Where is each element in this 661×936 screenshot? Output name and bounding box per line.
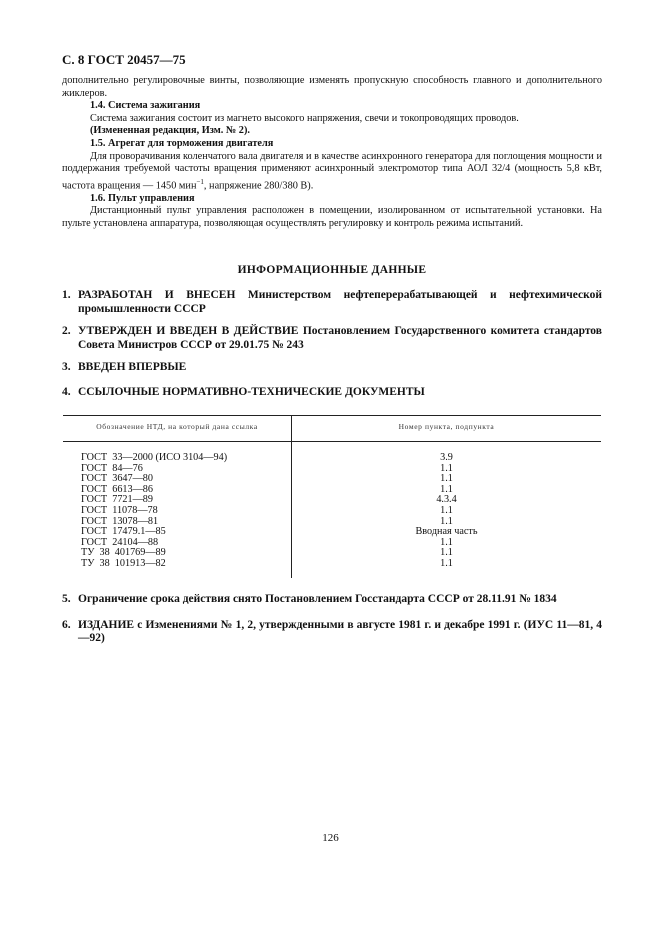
page-header: С. 8 ГОСТ 20457—75 [62,52,186,67]
section-heading-control-panel: 1.6. Пульт управления [90,192,195,204]
table-header-clause: Номер пункта, подпункта [292,416,602,442]
table-cell-doc: ТУ 38 401769—89 [63,548,292,559]
table-cell-clause: 4.3.4 [436,494,457,506]
brake-text-main: Для проворачивания коленчатого вала двигателя и в качестве асинхронного генератора для поглощения мощности и поддержания требуемой частоты вращения применяют асинхронный электромотор типа АОЛ 32/4 (мощность 5,8 кВт, частота вращения — 1450 мин [62,150,602,192]
table-cell-clause: 1.1 [440,504,453,516]
table-cell-clause: 1.1 [440,547,453,559]
table-cell-doc: ГОСТ 13078—81 [63,517,292,528]
info-item [62,593,602,607]
info-item-text: ССЫЛОЧНЫЕ НОРМАТИВНО-ТЕХНИЧЕСКИЕ ДОКУМЕНТЫ [78,385,425,398]
info-item-number: 2. [62,325,71,337]
section-heading-brake: 1.5. Агрегат для торможения двигателя [90,137,274,149]
table-cell-doc: ГОСТ 84—76 [63,464,292,475]
table-cell-clause: 1.1 [440,557,453,569]
section-body-brake [62,151,602,193]
table-cell-clause: 1.1 [440,515,453,527]
info-item-text: ВВЕДЕН ВПЕРВЫЕ [78,361,187,373]
info-item [62,361,602,375]
info-item-number: 3. [62,361,71,373]
section-text-block [62,75,602,231]
table-cell-doc: ТУ 38 101913—82 [63,559,292,578]
section-heading-ignition: 1.4. Система зажигания [90,100,201,112]
info-list [62,289,602,399]
table-cell-clause: Вводная часть [415,526,478,538]
info-item [62,289,602,316]
intro-paragraph: дополнительно регулировочные винты, позволяющие изменять пропускную способность главного и дополнительного жиклеров. [62,75,602,99]
table-cell-doc: ГОСТ 6613—86 [63,485,292,496]
info-item-number: 4. [62,385,71,398]
table-cell-clause: 3.9 [440,452,453,463]
table-cell-doc: ГОСТ 11078—78 [63,506,292,517]
info-item [62,386,602,400]
info-heading: ИНФОРМАЦИОННЫЕ ДАННЫЕ [237,264,427,276]
info-item-number: 5. [62,593,71,605]
brake-text-end: , напряжение 280/380 В). [203,180,314,192]
reference-documents-table [63,415,601,578]
table-row [63,559,601,578]
amendment-note: (Измененная редакция, Изм. № 2). [90,125,250,137]
table-cell-doc: ГОСТ 33—2000 (ИСО 3104—94) [63,442,292,464]
info-item [62,325,602,352]
table-cell-doc: ГОСТ 3647—80 [63,474,292,485]
info-item-text: УТВЕРЖДЕН И ВВЕДЕН В ДЕЙСТВИЕ Постановлением Государственного комитета стандартов Совета Министров СССР от 29.01.75 № 243 [78,325,602,351]
info-list-continued [62,593,602,646]
table-cell-clause: 1.1 [440,462,453,474]
table-cell-clause: 1.1 [440,536,453,548]
section-body-ignition: Система зажигания состоит из магнето высокого напряжения, свечи и токопроводящих проводов. [90,112,519,124]
table-row [63,506,601,517]
table-header-doc: Обозначение НТД, на который дана ссылка [63,416,292,442]
table-row [63,442,601,464]
info-item-text: ИЗДАНИЕ с Изменениями № 1, 2, утвержденными в августе 1981 г. и декабре 1991 г. (ИУС 11—81, 4—92) [78,618,602,644]
info-item-text: Ограничение срока действия снято Постановлением Госстандарта СССР от 28.11.91 № 1834 [78,593,557,605]
page-number: 126 [322,832,339,844]
info-item-number: 6. [62,618,71,631]
info-item [62,619,602,646]
brake-text-sup: −1 [196,177,204,186]
info-item-text: РАЗРАБОТАН И ВНЕСЕН Министерством нефтеперерабатывающей и нефтехимической промышленности СССР [78,289,602,315]
table-cell-clause: 1.1 [440,473,453,485]
info-item-number: 1. [62,289,71,301]
section-body-control-panel: Дистанционный пульт управления расположен в помещении, изолированном от испытательной установки. На пульте установлена аппаратура, позволяющая осуществлять регулировку и контроль режима испытаний. [62,205,602,229]
table-cell-doc: ГОСТ 24104—88 [63,538,292,549]
table-cell-doc: ГОСТ 17479.1—85 [63,527,292,538]
table-cell-doc: ГОСТ 7721—89 [63,495,292,506]
table-cell-clause: 1.1 [440,483,453,495]
table-header-row [63,416,601,442]
